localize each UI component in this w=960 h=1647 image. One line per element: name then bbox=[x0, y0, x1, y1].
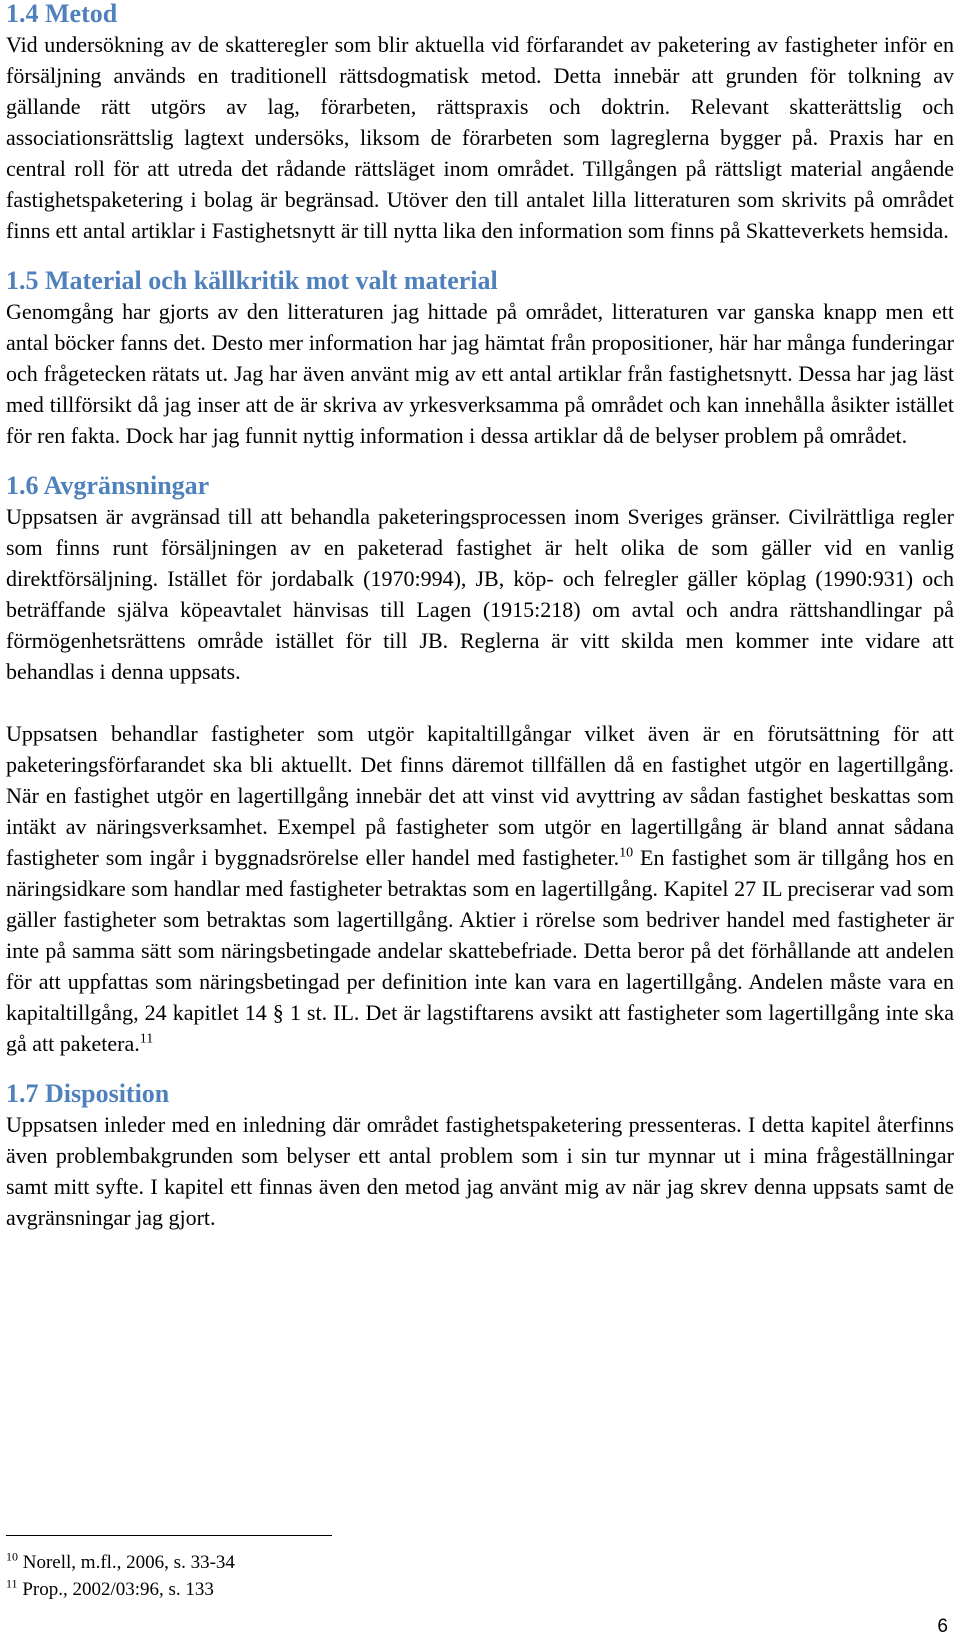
paragraph-avgransningar-2-part-a: Uppsatsen behandlar fastigheter som utgör kapitaltillgångar vilket även är en förutsättning för att paketeringsförfarandet ska bli aktuellt. Det finns däremot tillfällen då en fastighet utgör en lagertillgång. När en fastighet utgör en lagertillgång innebär det att vinst vid avyttring av sådan fastighet beskattas som intäkt av näringsverksamhet. Exempel på fastigheter som utgör en lagertillgång är bland annat sådana fastigheter som ingår i byggnadsrörelse eller handel med fastigheter. bbox=[6, 721, 954, 870]
paragraph-material: Genomgång har gjorts av den litteraturen jag hittade på området, litteraturen var ganska knapp men ett antal böcker fanns det. Desto mer information har jag hämtat från propositioner, här har många funderingar och frågetecken rätats ut. Jag har även använt mig av ett antal artiklar från fastighetsnytt. Dessa har jag läst med tillförsikt då jag inser att de är skriva av yrkesverksamma på området och kan innehålla åsikter istället för ren fakta. Dock har jag funnit nyttig information i dessa artiklar då de belyser problem på området. bbox=[6, 299, 954, 448]
section-heading-disposition: 1.7 Disposition bbox=[6, 1079, 170, 1108]
paragraph-avgransningar-2 bbox=[6, 718, 954, 1059]
page-number: 6 bbox=[937, 1616, 948, 1637]
section-heading-metod: 1.4 Metod bbox=[6, 0, 118, 28]
footnote-ref-10: 10 bbox=[619, 845, 634, 861]
paragraph-disposition: Uppsatsen inleder med en inledning där området fastighetspaketering pressenteras. I detta kapitel återfinns även problembakgrunden som belyser ett antal problem som i sin tur mynnar ut i mina frågeställningar samt mitt syfte. I kapitel ett finnas även den metod jag använt mig av när jag skrev denna uppsats samt de avgränsningar jag gjort. bbox=[6, 1112, 954, 1230]
section-heading-avgransningar: 1.6 Avgränsningar bbox=[6, 471, 210, 500]
paragraph-avgransningar-1: Uppsatsen är avgränsad till att behandla paketeringsprocessen inom Sveriges gränser. Civilrättliga regler som finns runt försäljningen av en paketerad fastighet är helt olika de som gäller vid en vanlig direktförsäljning. Istället för jordabalk (1970:994), JB, köp- och felregler gäller köplag (1990:931) och beträffande själva köpeavtalet hänvisas till Lagen (1915:218) om avtal och andra rättshandlingar på förmögenhetsrättens område istället för till JB. Reglerna är vitt skilda men kommer inte vidare att behandlas i denna uppsats. bbox=[6, 504, 954, 684]
document-page bbox=[6, 0, 954, 1233]
footnotes bbox=[6, 1549, 906, 1603]
paragraph-metod: Vid undersökning av de skatteregler som blir aktuella vid förfarandet av paketering av fastigheter inför en försäljning används en traditionell rättsdogmatisk metod. Detta innebär att grunden för tolkning av gällande rätt utgörs av lag, förarbeten, rättspraxis och doktrin. Relevant skatterättslig och associationsrättslig lagtext undersöks, liksom de förarbeten som lagreglerna bygger på. Praxis har en central roll för att utreda det rådande rättsläget inom området. Tillgången på rättsligt material angående fastighetspaketering i bolag är begränsad. Utöver den till antalet lilla litteraturen som skrivits på området finns ett antal artiklar i Fastighetsnytt är till nytta lika den information som finns på Skatteverkets hemsida. bbox=[6, 32, 954, 243]
footnote-number: 10 bbox=[6, 1549, 18, 1564]
paragraph-avgransningar-2-part-b: En fastighet som är tillgång hos en näringsidkare som handlar med fastigheter betraktas som en lagertillgång. Kapitel 27 IL preciserar vad som gäller fastigheter som betraktas som lagertillgång. Aktier i rörelse som bedriver handel med fastigheter är inte på samma sätt som näringsbetingade andelar skattebefriade. Detta beror på det förhållande att andelen för att uppfattas som näringsbetingad per definition inte kan vara en lagertillgång. Andelen måste vara en kapitaltillgång, 24 kapitlet 14 § 1 st. IL. Det är lagstiftarens avsikt att fastigheter som lagertillgång inte ska gå att paketera. bbox=[6, 845, 955, 1056]
footnote-ref-11: 11 bbox=[139, 1031, 154, 1047]
footnote-number: 11 bbox=[6, 1576, 18, 1591]
footnote-separator bbox=[6, 1535, 332, 1536]
footnote-10 bbox=[6, 1549, 906, 1576]
section-heading-material: 1.5 Material och källkritik mot valt material bbox=[6, 266, 498, 295]
footnote-text: Prop., 2002/03:96, s. 133 bbox=[17, 1579, 214, 1600]
footnote-11 bbox=[6, 1576, 906, 1603]
footnote-text: Norell, m.fl., 2006, s. 33-34 bbox=[18, 1552, 235, 1573]
